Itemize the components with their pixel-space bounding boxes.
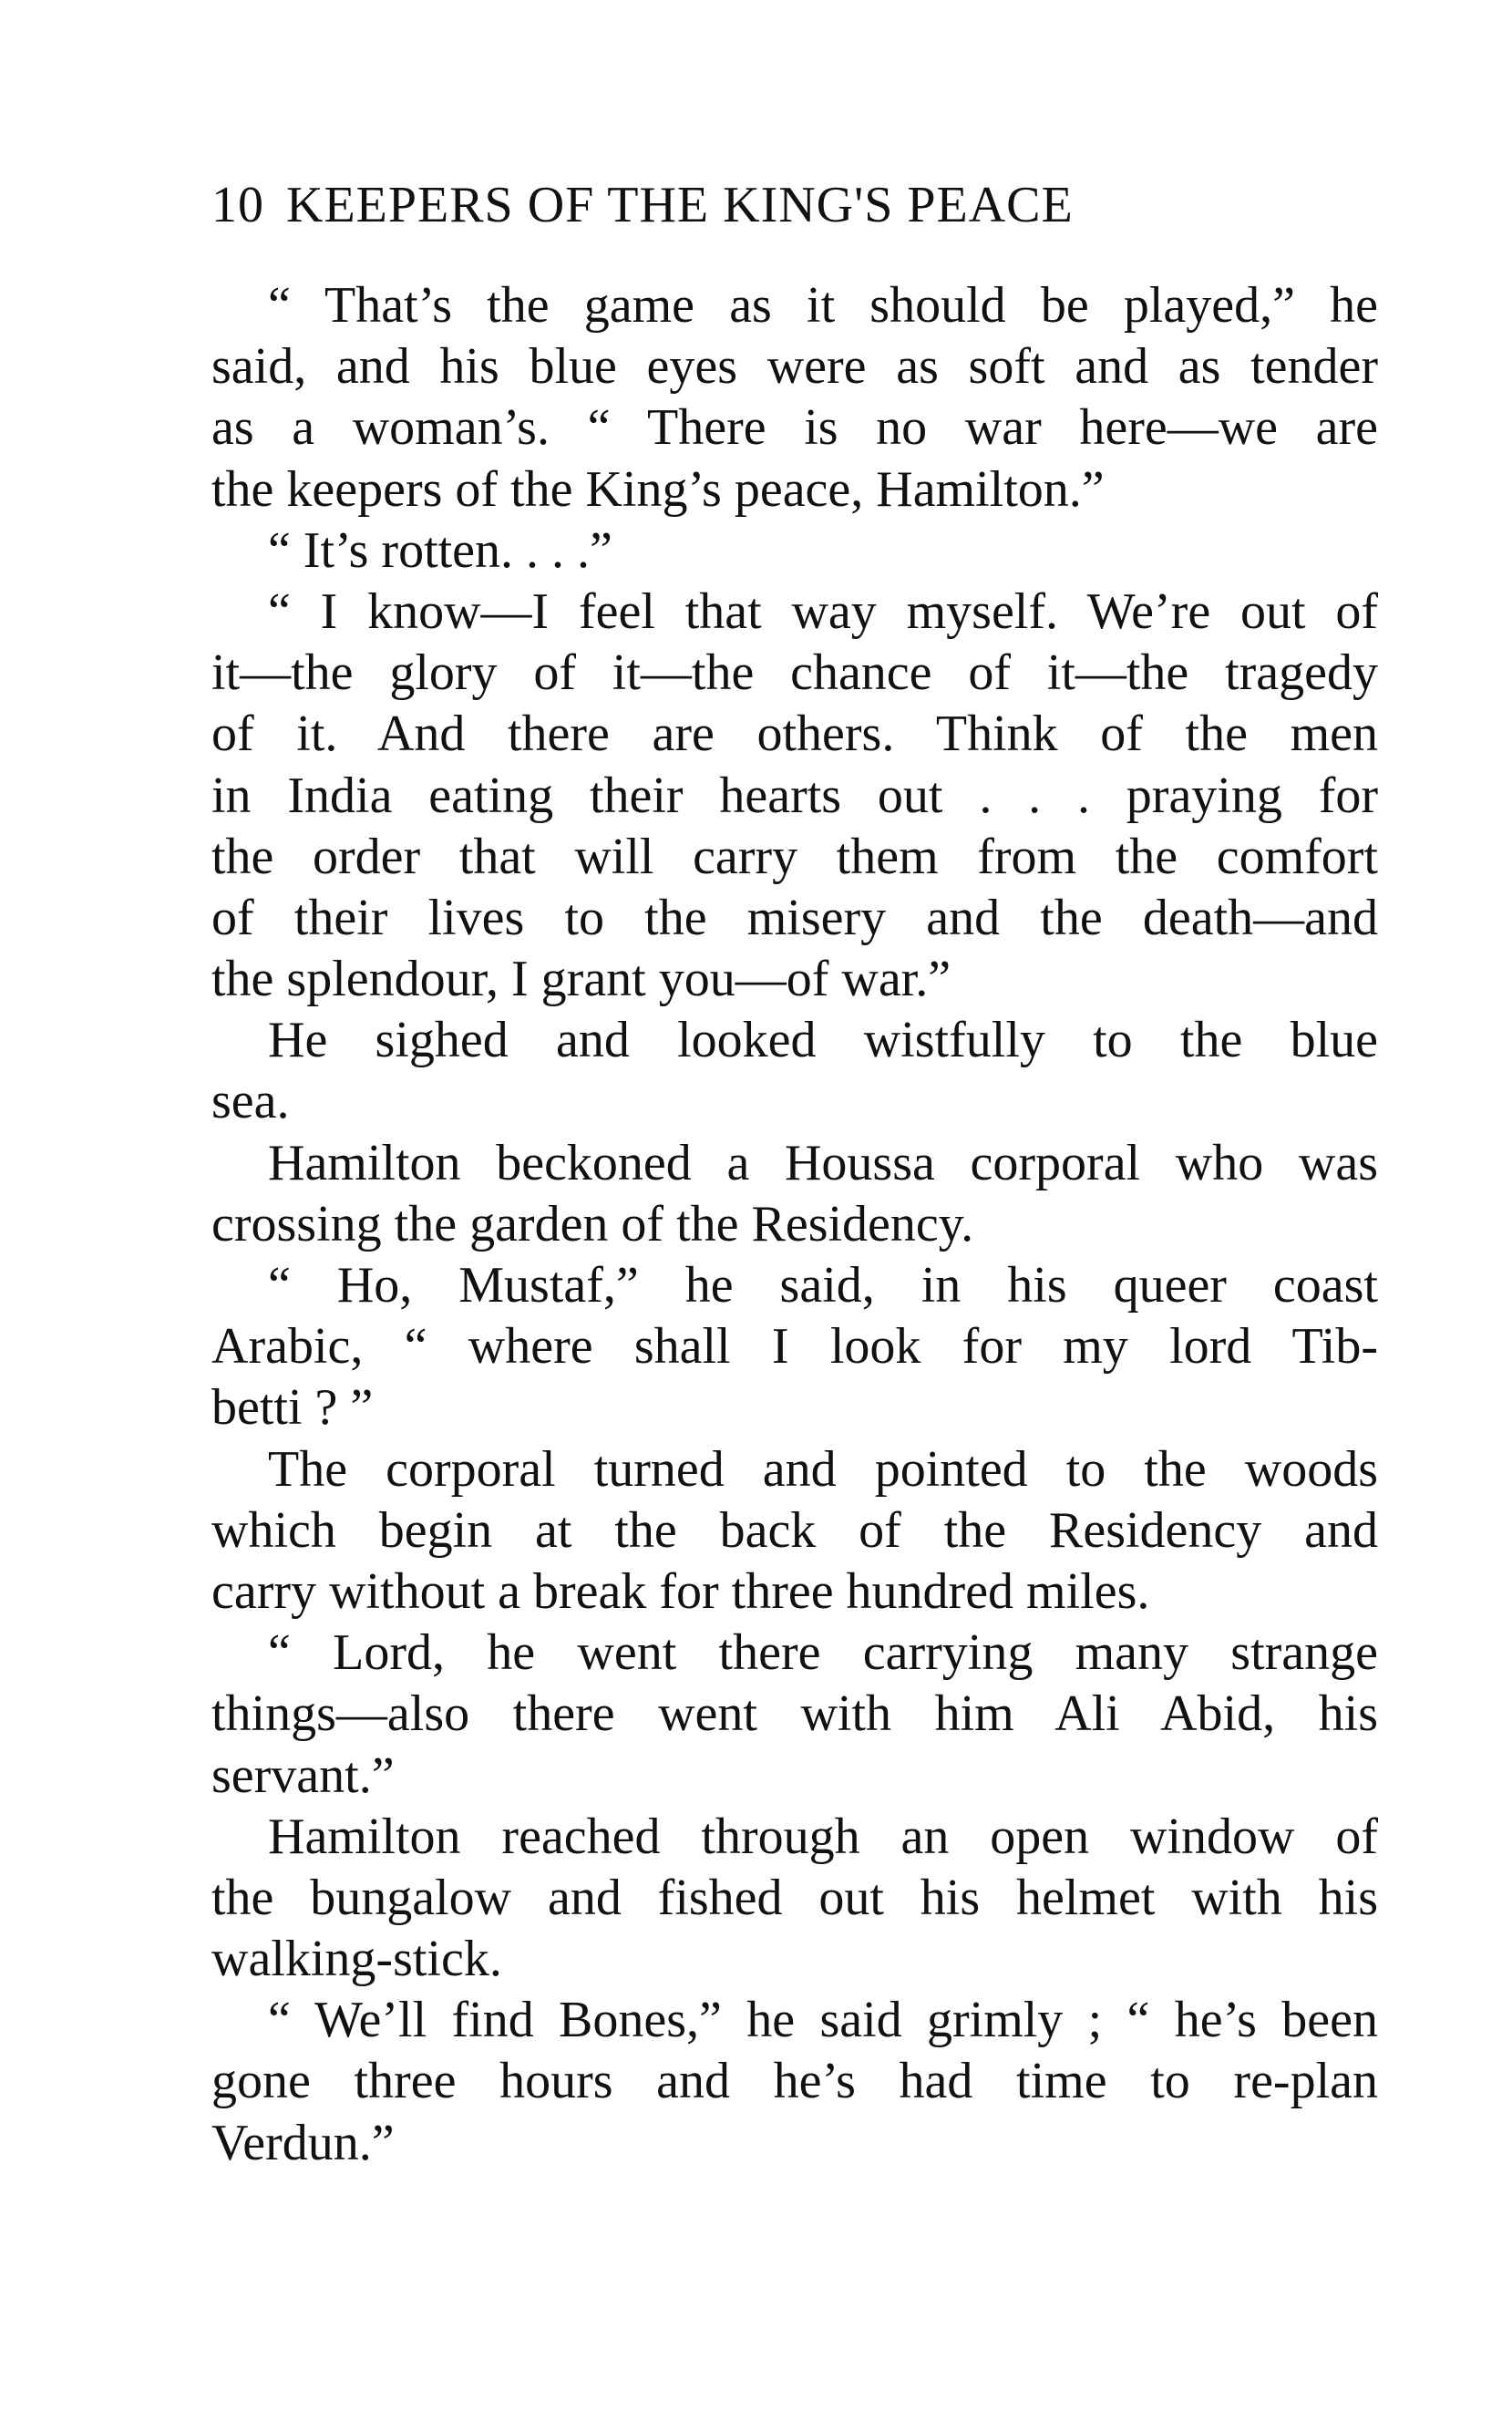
text-line: in India eating their hearts out . . . praying for xyxy=(211,767,1378,824)
text-line: “ That’s the game as it should be played,” he xyxy=(268,277,1378,334)
text-line: said, and his blue eyes were as soft and as tender xyxy=(211,338,1378,396)
text-line: “ We’ll find Bones,” he said grimly ; “ he’s been xyxy=(268,1992,1378,2049)
text-line: gone three hours and he’s had time to re-plan xyxy=(211,2053,1378,2110)
body-text xyxy=(211,275,1378,2174)
text-line: sea. xyxy=(211,1073,290,1130)
text-line: servant.” xyxy=(211,1747,395,1804)
text-line: “ It’s rotten. . . .” xyxy=(268,521,612,579)
text-line: Arabic, “ where shall I look for my lord Tib- xyxy=(211,1318,1378,1376)
text-line: the order that will carry them from the comfort xyxy=(211,828,1378,885)
text-line: crossing the garden of the Residency. xyxy=(211,1195,974,1252)
text-line: Hamilton reached through an open window of xyxy=(268,1808,1378,1865)
text-line: “ Ho, Mustaf,” he said, in his queer coast xyxy=(268,1257,1378,1314)
text-line: Hamilton beckoned a Houssa corporal who was xyxy=(268,1134,1378,1191)
text-line: Verdun.” xyxy=(211,2114,395,2171)
text-line: as a woman’s. “ There is no war here—we are xyxy=(211,399,1378,457)
text-line: of their lives to the misery and the death—and xyxy=(211,889,1378,946)
text-line: He sighed and looked wistfully to the blue xyxy=(268,1012,1378,1069)
text-line: The corporal turned and pointed to the woods xyxy=(268,1440,1378,1498)
text-line: the splendour, I grant you—of war.” xyxy=(211,951,951,1008)
text-line: “ I know—I feel that way myself. We’re out of xyxy=(268,582,1378,640)
text-line: betti ? ” xyxy=(211,1379,374,1437)
text-line: carry without a break for three hundred miles. xyxy=(211,1562,1150,1620)
text-line: “ Lord, he went there carrying many strange xyxy=(268,1624,1378,1682)
page-number: 10 xyxy=(211,177,264,233)
text-line: the bungalow and fished out his helmet with his xyxy=(211,1869,1378,1926)
text-line: which begin at the back of the Residency and xyxy=(211,1501,1378,1559)
text-line: things—also there went with him Ali Abid, his xyxy=(211,1685,1378,1743)
text-line: of it. And there are others. Think of the men xyxy=(211,706,1378,763)
text-line: it—the glory of it—the chance of it—the tragedy xyxy=(211,644,1378,702)
text-line: walking-stick. xyxy=(211,1931,502,1988)
running-head xyxy=(211,173,1378,237)
text-line: the keepers of the King’s peace, Hamilton.” xyxy=(211,460,1105,518)
running-title: KEEPERS OF THE KING'S PEACE xyxy=(286,177,1074,233)
